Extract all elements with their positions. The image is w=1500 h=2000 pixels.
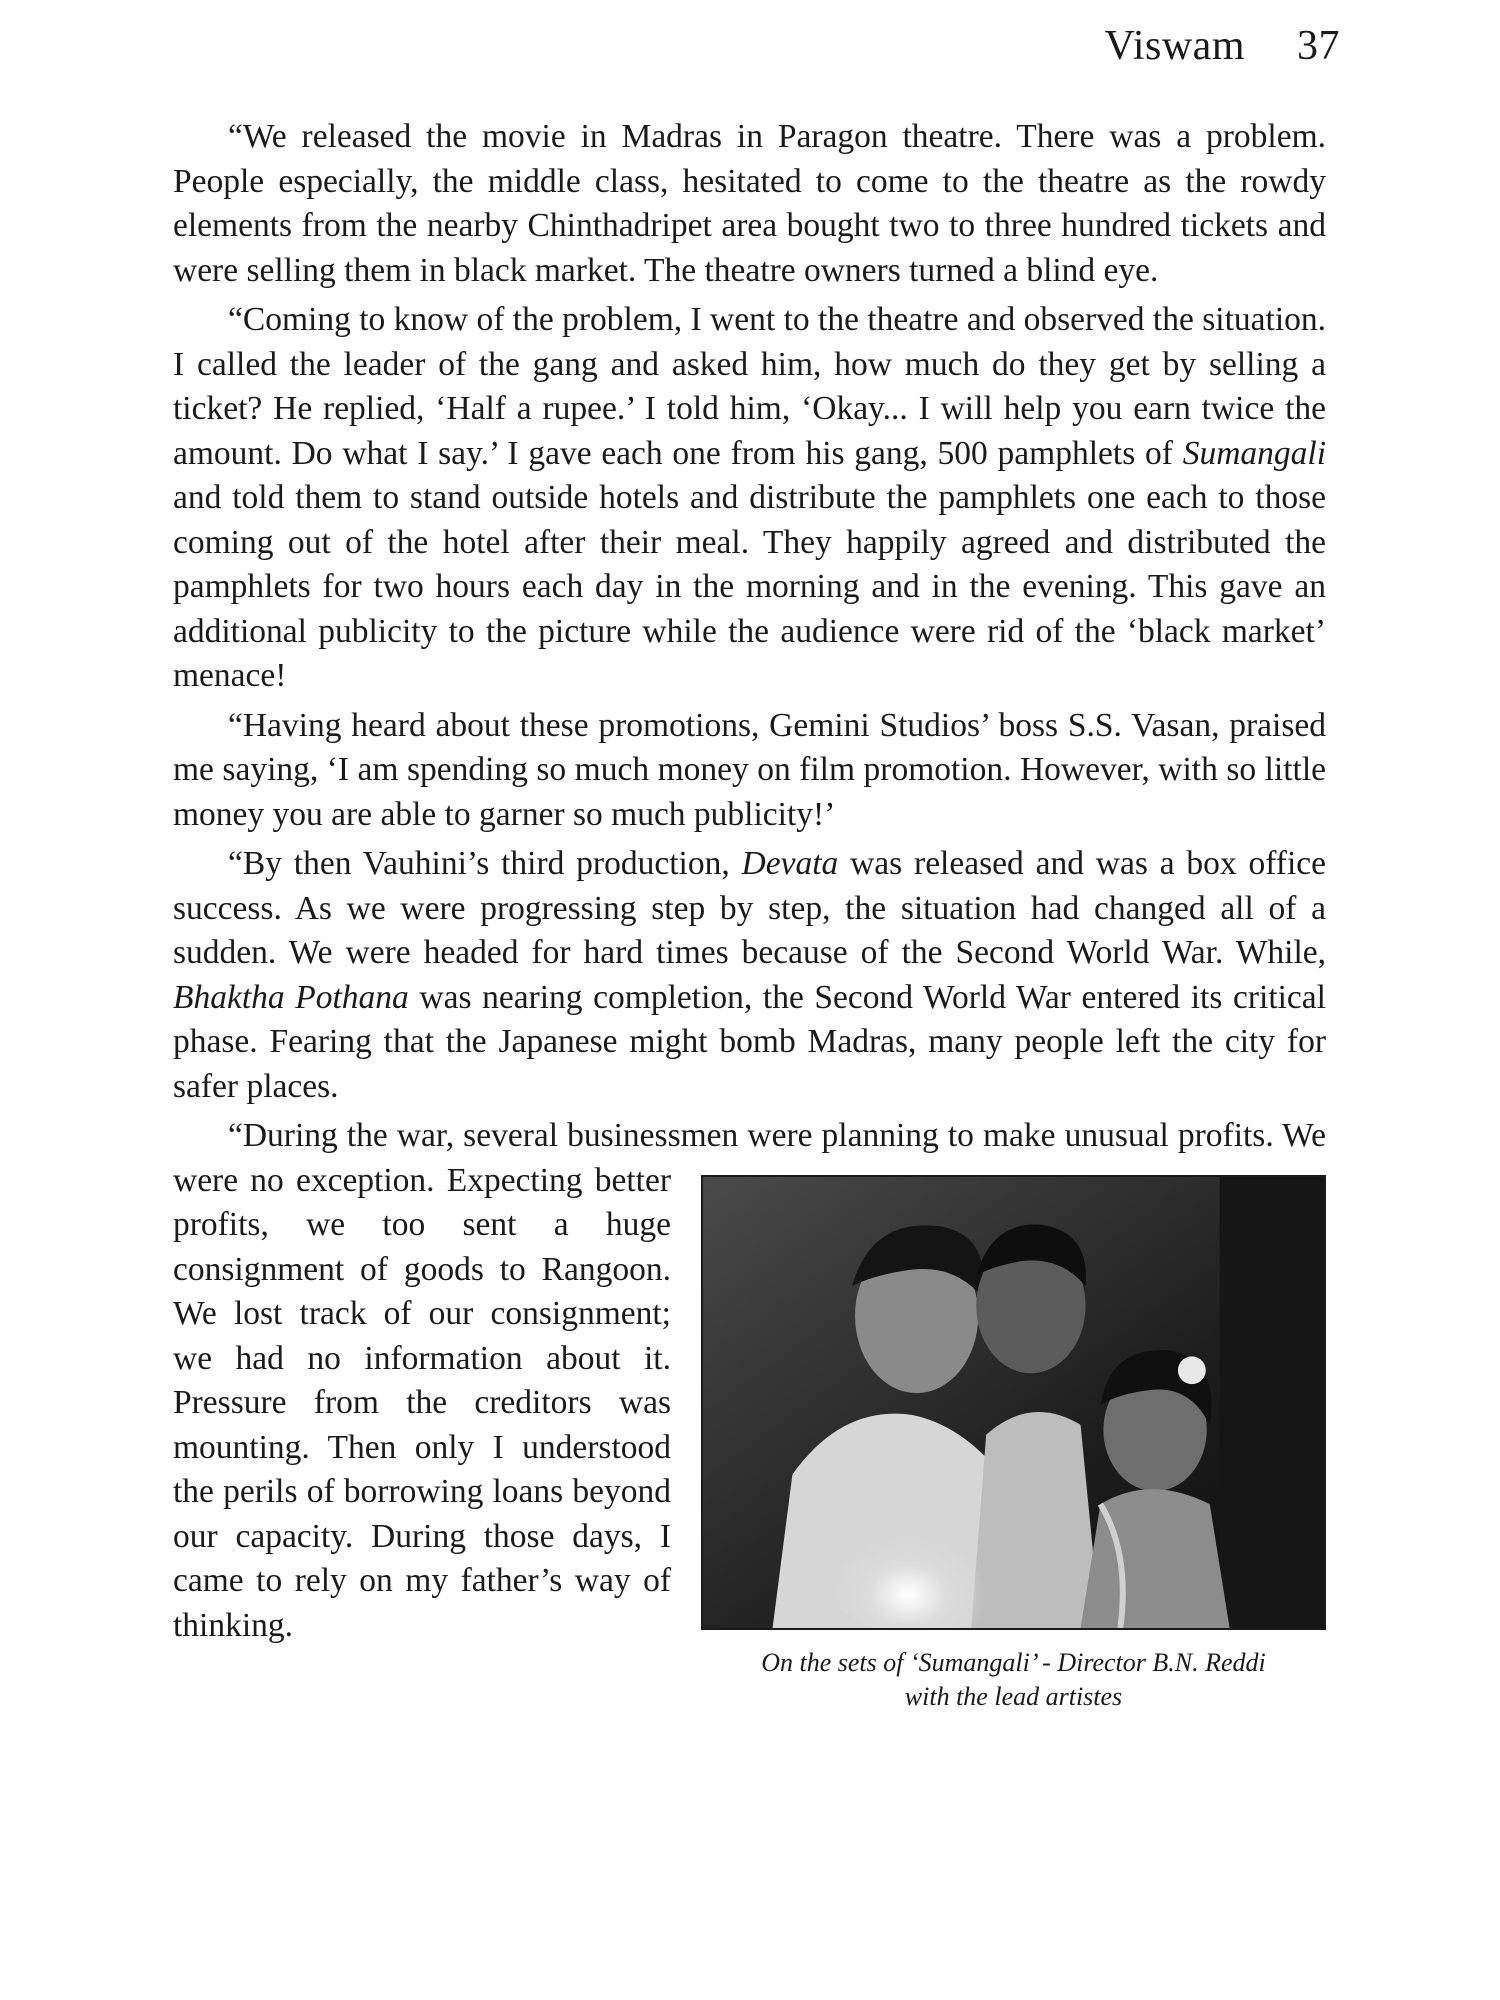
photo-caption <box>701 1646 1326 1714</box>
paragraph-1: “We released the movie in Madras in Paragon theatre. There was a problem. People especially, the middle class, hesitated to come to the theatre as the rowdy elements from the nearby Chinthadripet area bought two to three hundred tickets and were selling them in black market. The theatre owners turned a blind eye. <box>173 118 1326 289</box>
paragraph-4 <box>173 842 1326 1109</box>
running-title: Viswam <box>1104 23 1245 69</box>
film-still-image <box>703 1177 1324 1628</box>
paragraph-3: “Having heard about these promotions, Gemini Studios’ boss S.S. Vasan, praised me saying, ‘I am spending so much money on film promotion. However, with so little money you are able to garner so much publicity!’ <box>173 706 1326 833</box>
paragraph-5-text: unusual profits. We were no exception. Expecting better profits, we too sent a huge consignment of goods to Rangoon. We lost track of our consignment; we had no information about it. Pressure from the creditors was mounting. Then only I understood the perils of borrowing loans beyond our capacity. During those days, I came to rely on my father’s way of thinking. <box>173 1117 1326 1644</box>
film-title-sumangali: Sumangali <box>1182 434 1326 472</box>
photo-caption-line-2: with the lead artistes <box>904 1681 1123 1711</box>
film-still-photo <box>701 1175 1326 1630</box>
paragraph-4-text-c: was nearing completion, the Second World War entered its critical phase. Fearing that the Japanese might bomb Madras, many people left the city for safer places. <box>173 978 1326 1105</box>
paragraph-2-text-b: and told them to stand outside hotels and distribute the pamphlets one each to those coming out of the hotel after their meal. They happily agreed and distributed the pamphlets for two hours each day in the morning and in the evening. This gave an additional publicity to the picture while the audience were rid of the ‘black market’ menace! <box>173 479 1326 694</box>
photo-figure <box>701 1175 1326 1714</box>
paragraph-2-text-a: “Coming to know of the problem, I went to the theatre and observed the situation. I called the leader of the gang and asked him, how much do they get by selling a ticket? He replied, ‘Half a rupee.’ I told him, ‘Okay... I will help you earn twice the amount. Do what I say.’ I gave each one from his gang, 500 pamphlets of <box>173 301 1326 472</box>
body-text <box>173 115 1326 1714</box>
page-number: 37 <box>1297 23 1340 69</box>
paragraph-5-lead: “During the war, several businessmen were planning to make <box>228 1117 1056 1154</box>
paragraph-4-text-a: “By then Vauhini’s third production, <box>228 845 742 882</box>
paragraph-4-text-b: was released and was a box office success. As we were progressing step by step, the situation had changed all of a sudden. We were headed for hard times because of the Second World War. While, <box>173 845 1326 971</box>
paragraph-2 <box>173 298 1326 699</box>
photo-caption-line-1: On the sets of ‘Sumangali’ - Director B.N. Reddi <box>761 1647 1266 1677</box>
running-head <box>1105 22 1340 70</box>
film-title-devata: Devata <box>741 845 839 882</box>
film-title-bhaktha-pothana: Bhaktha Pothana <box>173 978 409 1016</box>
paragraph-5 <box>173 1114 1326 1711</box>
